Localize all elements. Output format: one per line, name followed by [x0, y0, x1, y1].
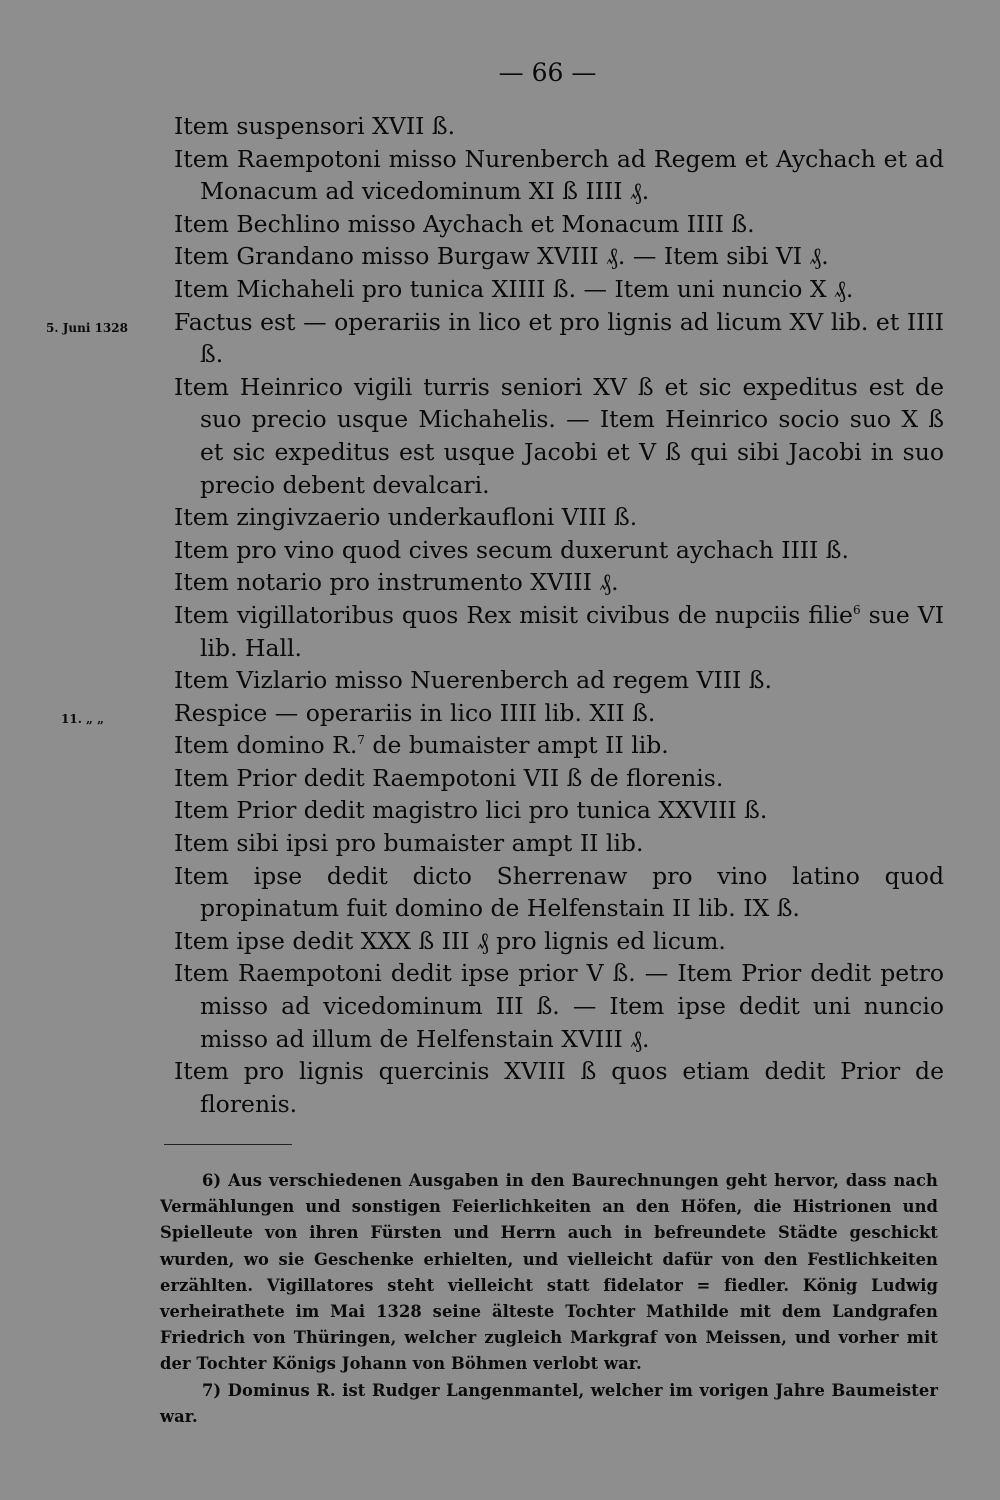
- entry: [174, 925, 944, 958]
- entry: [174, 827, 944, 860]
- entry-text: Item domino R.: [174, 731, 358, 760]
- entry: [46, 306, 944, 371]
- entry: [174, 371, 944, 501]
- entry-text: Item Vizlario misso Nuerenberch ad regem VIII ß.: [174, 666, 772, 695]
- entry: [174, 664, 944, 697]
- footnote-ref: 6: [852, 602, 861, 617]
- entry-text: Item Bechlino misso Aychach et Monacum IIII ß.: [174, 209, 755, 238]
- footnote-separator: [164, 1144, 292, 1145]
- entry-text: Item Grandano misso Burgaw XVIII ₰. — Item sibi VI ₰.: [174, 242, 829, 271]
- entry: [174, 501, 944, 534]
- entry: [174, 110, 944, 143]
- margin-date: 5. Juni 1328: [46, 320, 128, 335]
- margin-date: 11. „ „: [61, 711, 105, 726]
- entry: [174, 860, 944, 925]
- page-number: — 66 —: [498, 58, 597, 87]
- footnote: 7) Dominus R. ist Rudger Langenmantel, welcher im vorigen Jahre Baumeister war.: [160, 1380, 938, 1426]
- entry-text: Item suspensori XVII ß.: [174, 112, 456, 140]
- entry: [174, 143, 944, 208]
- entry-text: Item vigillatoribus quos Rex misit civibus de nupciis filie: [174, 600, 853, 629]
- entry: [174, 534, 944, 567]
- entry: [174, 599, 944, 664]
- footnote-ref: 7: [357, 733, 365, 748]
- entry-text: de bumaister ampt II lib.: [364, 731, 669, 760]
- entry: [174, 729, 944, 762]
- entry: [174, 273, 944, 306]
- entry-text: Item sibi ipsi pro bumaister ampt II lib.: [174, 829, 644, 858]
- footnotes: [160, 1168, 938, 1430]
- entry-text: Item Prior dedit magistro lici pro tunica XXVIII ß.: [174, 796, 768, 825]
- entry-text: Item Heinrico vigili turris seniori XV ß et sic expeditus est de suo precio usque Michahelis. — Item Heinrico socio suo X ß et sic expeditus est usque Jacobi et V ß qui sibi Jacobi in suo precio debent devalcari.: [174, 372, 944, 499]
- entry-text: Respice — operariis in lico IIII lib. XII ß.: [174, 698, 656, 727]
- footnote: 6) Aus verschiedenen Ausgaben in den Baurechnungen geht hervor, dass nach Vermählungen und sonstigen Feierlichkeiten an den Höfen, die Histrionen und Spielleute von ihren Fürsten und Herrn auch in befreundete Städte geschickt wurden, wo sie Geschenke erhielten, und vielleicht dafür von den Festlichkeiten erzählten. Vigillatores steht vielleicht statt fidelator = fiedler. König Ludwig verheirathete im Mai 1328 seine älteste Tochter Mathilde mit dem Landgrafen Friedrich von Thüringen, welcher zugleich Markgraf von Meissen, und vorher mit der Tochter Königs Johann von Böhmen verlobt war.: [160, 1171, 938, 1374]
- entry-text: Item ipse dedit dicto Sherrenaw pro vino latino quod propinatum fuit domino de Helfenstain II lib. IX ß.: [174, 861, 944, 923]
- entry: [174, 957, 944, 1055]
- ledger-entries: [46, 110, 945, 1120]
- entry: [61, 697, 944, 730]
- entry-text: Factus est — operariis in lico et pro lignis ad licum XV lib. et IIII ß.: [174, 307, 944, 369]
- entry-text: Item pro lignis quercinis XVIII ß quos etiam dedit Prior de florenis.: [174, 1057, 944, 1118]
- entry-text: Item zingivzaerio underkaufloni VIII ß.: [174, 503, 638, 532]
- entry-text: Item ipse dedit XXX ß III ₰ pro lignis ed licum.: [174, 926, 726, 955]
- entry-text: Item Raempotoni misso Nurenberch ad Regem et Aychach et ad Monacum ad vicedominum XI ß IIII ₰.: [174, 144, 944, 206]
- entry-text: sue VI lib. Hall.: [200, 600, 945, 662]
- entry: [174, 762, 944, 795]
- entry-text: Item pro vino quod cives secum duxerunt aychach IIII ß.: [174, 535, 849, 564]
- entry-text: Item Michaheli pro tunica XIIII ß. — Item uni nuncio X ₰.: [174, 274, 854, 303]
- entry-text: Item Raempotoni dedit ipse prior V ß. — Item Prior dedit petro misso ad vicedominum III ß. — Item ipse dedit uni nuncio misso ad illum de Helfenstain XVIII ₰.: [174, 959, 944, 1053]
- entry: [174, 566, 944, 599]
- entry: [174, 794, 944, 827]
- entry: [174, 240, 944, 273]
- entry-text: Item Prior dedit Raempotoni VII ß de florenis.: [174, 763, 724, 792]
- entry: [174, 208, 944, 241]
- entry: [174, 1055, 944, 1120]
- entry-text: Item notario pro instrumento XVIII ₰.: [174, 568, 619, 597]
